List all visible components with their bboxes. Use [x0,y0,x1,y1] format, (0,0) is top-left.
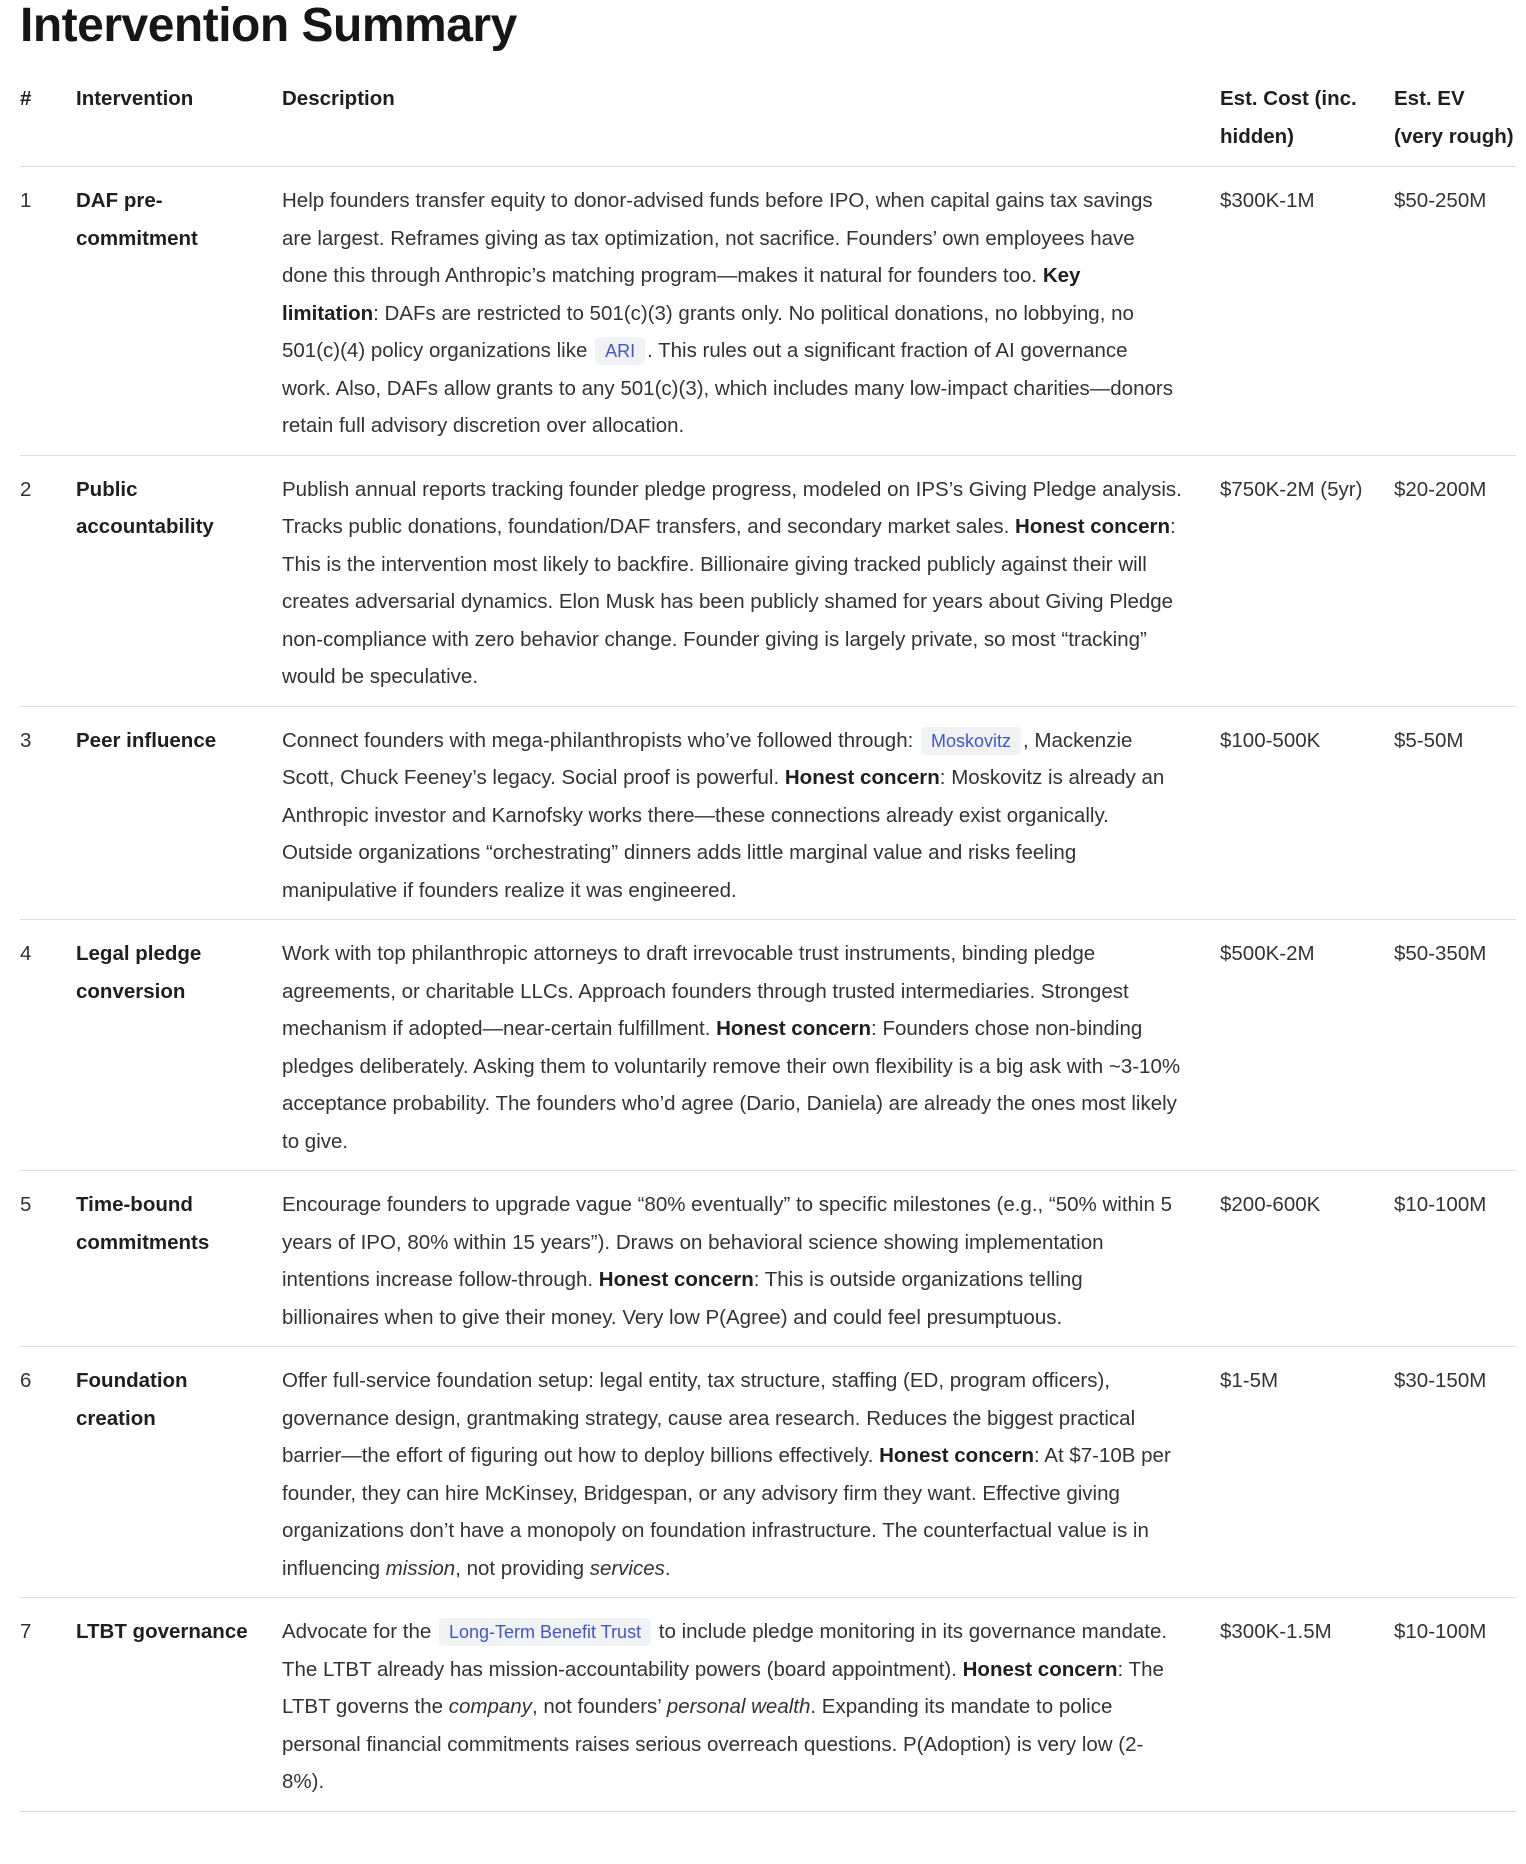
desc-text: : At $7-10B per founder, they can hire McKinsey, Bridgespan, or any advisory firm they want. Effective giving organizations don’t have a monopoly on foundation infrastructure. The counterfactual value is in influencing [282,1444,1171,1580]
row-ev: $10-100M [1394,1620,1487,1643]
table-row [20,167,1516,456]
desc-text: : Moskovitz is already an Anthropic investor and Karnofsky works there—these connections already exist organically. Outside organizations “orchestrating” dinners adds little marginal value and risks feeling manipulative if founders realize it was engineered. [282,766,1165,902]
link-chip-moskovitz[interactable]: Moskovitz [921,727,1021,755]
desc-bold-label: Honest concern [716,1017,872,1040]
desc-text: : This is the intervention most likely to backfire. Billionaire giving tracked publicly against their will creates adversarial dynamics. Elon Musk has been publicly shamed for years about Giving Pledge non-compliance with zero behavior change. Founder giving is largely private, so most “tracking” would be speculative. [282,515,1176,688]
desc-text: , not founders’ [531,1695,667,1718]
row-description [282,706,1220,920]
row-cost: $300K-1M [1220,189,1315,212]
desc-text: , Mackenzie Scott, Chuck Feeney’s legacy. Social proof is powerful. [282,728,1133,789]
desc-bold-label: Honest concern [962,1657,1118,1681]
header-ev: Est. EV (very rough) [1394,87,1514,148]
row-intervention: Peer influence [76,728,217,752]
desc-text: . [664,1556,671,1580]
row-ev: $50-350M [1394,942,1487,965]
table-header-row [20,80,1516,167]
desc-bold-label: Honest concern [879,1444,1035,1467]
link-chip-ari[interactable]: ARI [595,337,645,365]
row-cost: $500K-2M [1220,942,1315,965]
row-cost: $100-500K [1220,728,1321,752]
header-intervention: Intervention [76,87,194,110]
desc-text: : This is outside organizations telling billionaires when to give their money. Very low P(Agree) and could feel presumptuous. [282,1268,1083,1329]
desc-bold-label: Honest concern [598,1268,754,1291]
row-ev: $20-200M [1394,477,1487,501]
link-chip-ltbt[interactable]: Long-Term Benefit Trust [439,1618,651,1646]
table-row [20,455,1516,706]
row-intervention: Time-bound commitments [76,1193,210,1254]
table-row [20,920,1516,1171]
header-description: Description [282,87,395,110]
row-num: 3 [20,728,32,752]
row-intervention: Foundation creation [76,1369,188,1430]
row-description [282,1598,1220,1812]
row-num: 2 [20,477,32,501]
desc-text: . Expanding its mandate to police personal financial commitments raises serious overreach questions. P(Adoption) is very low (2-8%). [282,1695,1144,1793]
row-num: 6 [20,1369,32,1392]
row-num: 7 [20,1620,32,1643]
row-intervention: Public accountability [76,477,214,538]
row-ev: $5-50M [1394,728,1464,752]
row-intervention: LTBT governance [76,1620,248,1643]
desc-bold-label: Key limitation [282,264,1081,325]
table-row [20,706,1516,920]
desc-text: . This rules out a significant fraction of AI governance work. Also, DAFs allow grants to any 501(c)(3), which includes many low-impact charities—donors retain full advisory discretion over allocation. [282,339,1173,437]
page-title: Intervention Summary [20,0,517,52]
row-description [282,1347,1220,1598]
desc-text: Encourage founders to upgrade vague “80% eventually” to specific milestones (e.g., “50% within 5 years of IPO, 80% within 15 years”). Draws on behavioral science showing implementation intentions increase follow-through. [282,1193,1172,1291]
row-intervention: DAF pre-commitment [76,189,198,250]
row-description [282,455,1220,706]
row-description [282,1171,1220,1347]
desc-text: to include pledge monitoring in its governance mandate. The LTBT already has mission-accountability powers (board appointment). [282,1620,1168,1681]
row-cost: $300K-1.5M [1220,1620,1332,1643]
header-cost: Est. Cost (inc. hidden) [1220,87,1357,148]
desc-text: : DAFs are restricted to 501(c)(3) grants only. No political donations, no lobbying, no 501(c)(4) policy organizations like [282,301,1134,362]
table-row [20,1171,1516,1347]
desc-text: Help founders transfer equity to donor-advised funds before IPO, when capital gains tax savings are largest. Reframes giving as tax optimization, not sacrifice. Founders’ own employees have done this through Anthropic’s matching program—makes it natural for founders too. [282,189,1153,287]
row-num: 1 [20,189,32,212]
desc-italic: company [448,1695,532,1718]
table-row [20,1347,1516,1598]
row-ev: $30-150M [1394,1369,1487,1392]
desc-text: : Founders chose non-binding pledges deliberately. Asking them to voluntarily remove their own flexibility is a big ask with ~3-10% acceptance probability. The founders who’d agree (Dario, Daniela) are already the ones most likely to give. [282,1017,1181,1153]
row-num: 5 [20,1193,32,1216]
desc-text: Advocate for the [282,1620,437,1643]
desc-text: Connect founders with mega-philanthropists who’ve followed through: [282,728,920,752]
row-cost: $200-600K [1220,1193,1321,1216]
desc-italic: services [589,1556,665,1580]
desc-text: Offer full-service foundation setup: legal entity, tax structure, staffing (ED, program officers), governance design, grantmaking strategy, cause area research. Reduces the biggest practical barrier—the effort of figuring out how to deploy billions effectively. [282,1369,1136,1467]
desc-text: , not providing [455,1556,590,1580]
row-description [282,920,1220,1171]
header-num: # [20,87,32,110]
row-ev: $10-100M [1394,1193,1487,1216]
desc-bold-label: Honest concern [1015,515,1170,538]
intervention-table [20,80,1516,1812]
row-cost: $750K-2M (5yr) [1220,477,1363,501]
row-ev: $50-250M [1394,189,1487,212]
row-description [282,167,1220,456]
table-row [20,1598,1516,1812]
desc-italic: mission [385,1556,456,1580]
desc-text: : The LTBT governs the [282,1657,1164,1718]
row-intervention: Legal pledge conversion [76,942,202,1003]
desc-text: Work with top philanthropic attorneys to draft irrevocable trust instruments, binding pledge agreements, or charitable LLCs. Approach founders through trusted intermediaries. Strongest mechanism if adopted—near-certain fulfillment. [282,942,1129,1040]
desc-bold-label: Honest concern [784,766,940,789]
row-cost: $1-5M [1220,1369,1279,1392]
desc-italic: personal wealth [666,1695,811,1718]
desc-text: Publish annual reports tracking founder pledge progress, modeled on IPS’s Giving Pledge analysis. Tracks public donations, foundation/DAF transfers, and secondary market sales. [282,477,1182,538]
row-num: 4 [20,942,32,965]
